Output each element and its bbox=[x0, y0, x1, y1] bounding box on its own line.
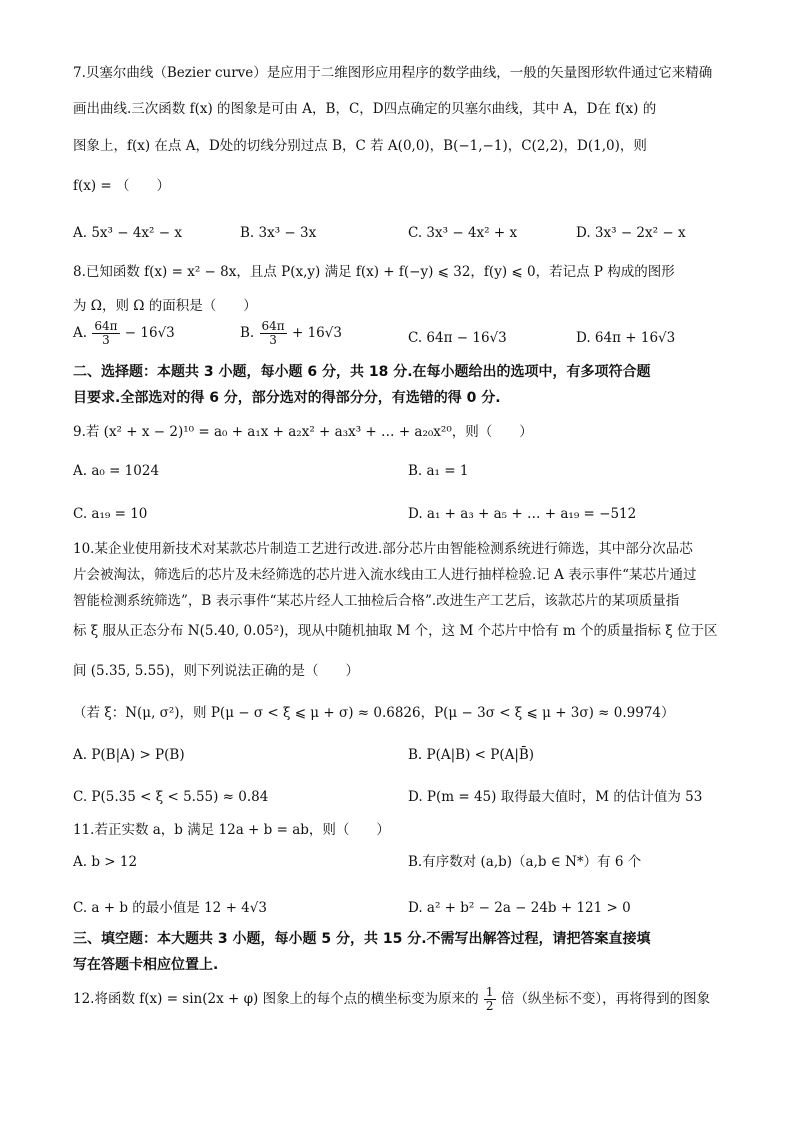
q10-line-1: 10.某企业使用新技术对某款芯片制造工艺进行改进.部分芯片由智能检测系统进行筛选，其中部分次品芯 bbox=[73, 541, 693, 557]
q7-option-b: B. 3x³ − 3x bbox=[240, 225, 317, 241]
q8-option-a-numerator: 64π bbox=[94, 319, 118, 333]
q8-option-d: D. 64π + 16√3 bbox=[576, 330, 676, 346]
q8-option-a-fraction bbox=[92, 320, 119, 347]
q7-option-a: A. 5x³ − 4x² − x bbox=[73, 225, 182, 241]
q12-fraction-numerator: 1 bbox=[485, 985, 494, 999]
q12-line-1 bbox=[73, 986, 710, 1013]
q8-option-a-label: A. bbox=[73, 325, 88, 341]
q11-option-d: D. a² + b² − 2a − 24b + 121 > 0 bbox=[408, 900, 631, 916]
q7-line-3: 图象上，f(x) 在点 A，D处的切线分别过点 B，C 若 A(0,0)，B(−1,−1)，C(2,2)，D(1,0)，则 bbox=[73, 138, 647, 154]
q11-stem: 11.若正实数 a，b 满足 12a + b = ab，则（ ） bbox=[73, 822, 390, 838]
q8-option-a-rest: − 16√3 bbox=[124, 325, 175, 341]
q8-option-b-label: B. bbox=[240, 325, 255, 341]
q9-option-a: A. a₀ = 1024 bbox=[73, 463, 160, 479]
q12-line-1-start: 12.将函数 f(x) = sin(2x + φ) 图象上的每个点的横坐标变为原来的 bbox=[73, 991, 479, 1007]
q8-option-b-rest: + 16√3 bbox=[291, 325, 342, 341]
q9-option-d: D. a₁ + a₃ + a₅ + … + a₁₉ = −512 bbox=[408, 506, 637, 522]
q7-line-2: 画出曲线.三次函数 f(x) 的图象是可由 A，B，C，D四点确定的贝塞尔曲线，其中 A，D在 f(x) 的 bbox=[73, 101, 657, 117]
q11-option-b: B.有序数对 (a,b)（a,b ∈ N*）有 6 个 bbox=[408, 854, 642, 870]
q9-stem: 9.若 (x² + x − 2)¹⁰ = a₀ + a₁x + a₂x² + a₃x³ + … + a₂₀x²⁰，则（ ） bbox=[73, 424, 533, 440]
q8-option-a-denominator: 3 bbox=[102, 333, 110, 347]
q10-option-c: C. P(5.35 < ξ < 5.55) ≈ 0.84 bbox=[73, 789, 269, 805]
q10-line-5: 间 (5.35, 5.55)，则下列说法正确的是（ ） bbox=[73, 663, 360, 679]
q11-option-c: C. a + b 的最小值是 12 + 4√3 bbox=[73, 900, 267, 916]
q8-line-2: 为 Ω，则 Ω 的面积是（ ） bbox=[73, 298, 257, 314]
q7-option-d: D. 3x³ − 2x² − x bbox=[576, 225, 686, 241]
q8-option-b-numerator: 64π bbox=[261, 319, 285, 333]
q7-line-4: f(x) = （ ） bbox=[73, 178, 171, 194]
q10-line-4: 标 ξ 服从正态分布 N(5.40, 0.05²)，现从中随机抽取 M 个，这 M 个芯片中恰有 m 个的质量指标 ξ 位于区 bbox=[73, 623, 718, 639]
q8-option-b-denominator: 3 bbox=[269, 333, 277, 347]
q10-option-a: A. P(B|A) > P(B) bbox=[73, 747, 185, 763]
q8-line-1: 8.已知函数 f(x) = x² − 8x，且点 P(x,y) 满足 f(x) + f(−y) ⩽ 32，f(y) ⩽ 0，若记点 P 构成的图形 bbox=[73, 264, 675, 280]
q11-option-a: A. b > 12 bbox=[73, 854, 138, 870]
section-2-heading-line-1: 二、选择题：本题共 3 小题，每小题 6 分，共 18 分.在每小题给出的选项中，有多项符合题 bbox=[73, 364, 651, 380]
q12-fraction bbox=[484, 986, 496, 1013]
q8-option-b-fraction bbox=[260, 320, 287, 347]
section-3-heading-line-1: 三、填空题：本大题共 3 小题，每小题 5 分，共 15 分.不需写出解答过程，请把答案直接填 bbox=[73, 931, 651, 947]
section-3-heading-line-2: 写在答题卡相应位置上. bbox=[73, 957, 219, 973]
q10-line-3: 智能检测系统筛选”，B 表示事件“某芯片经人工抽检后合格”.改进生产工艺后，该款芯片的某项质量指 bbox=[73, 593, 680, 609]
q10-option-d: D. P(m = 45) 取得最大值时，M 的估计值为 53 bbox=[408, 789, 703, 805]
section-2-heading-line-2: 目要求.全部选对的得 6 分，部分选对的得部分分，有选错的得 0 分. bbox=[73, 390, 501, 406]
q10-line-2: 片会被淘汰，筛选后的芯片及未经筛选的芯片进入流水线由工人进行抽样检验.记 A 表示事件“某芯片通过 bbox=[73, 567, 697, 583]
q9-option-b: B. a₁ = 1 bbox=[408, 463, 469, 479]
q7-option-c: C. 3x³ − 4x² + x bbox=[408, 225, 518, 241]
q9-option-c: C. a₁₉ = 10 bbox=[73, 506, 148, 522]
q12-fraction-denominator: 2 bbox=[485, 999, 494, 1013]
q8-option-c: C. 64π − 16√3 bbox=[408, 330, 507, 346]
q10-hint: （若 ξ：N(μ, σ²)，则 P(μ − σ < ξ ⩽ μ + σ) ≈ 0.6826，P(μ − 3σ < ξ ⩽ μ + 3σ) ≈ 0.9974） bbox=[73, 705, 675, 721]
q10-option-b: B. P(A|B) < P(A|B̄) bbox=[408, 747, 535, 763]
q12-line-1-end: 倍（纵坐标不变），再将得到的图象 bbox=[500, 991, 711, 1007]
q8-option-b bbox=[240, 320, 342, 347]
q7-line-1: 7.贝塞尔曲线（Bezier curve）是应用于二维图形应用程序的数学曲线，一般的矢量图形软件通过它来精确 bbox=[73, 65, 713, 81]
q8-option-a bbox=[73, 320, 175, 347]
